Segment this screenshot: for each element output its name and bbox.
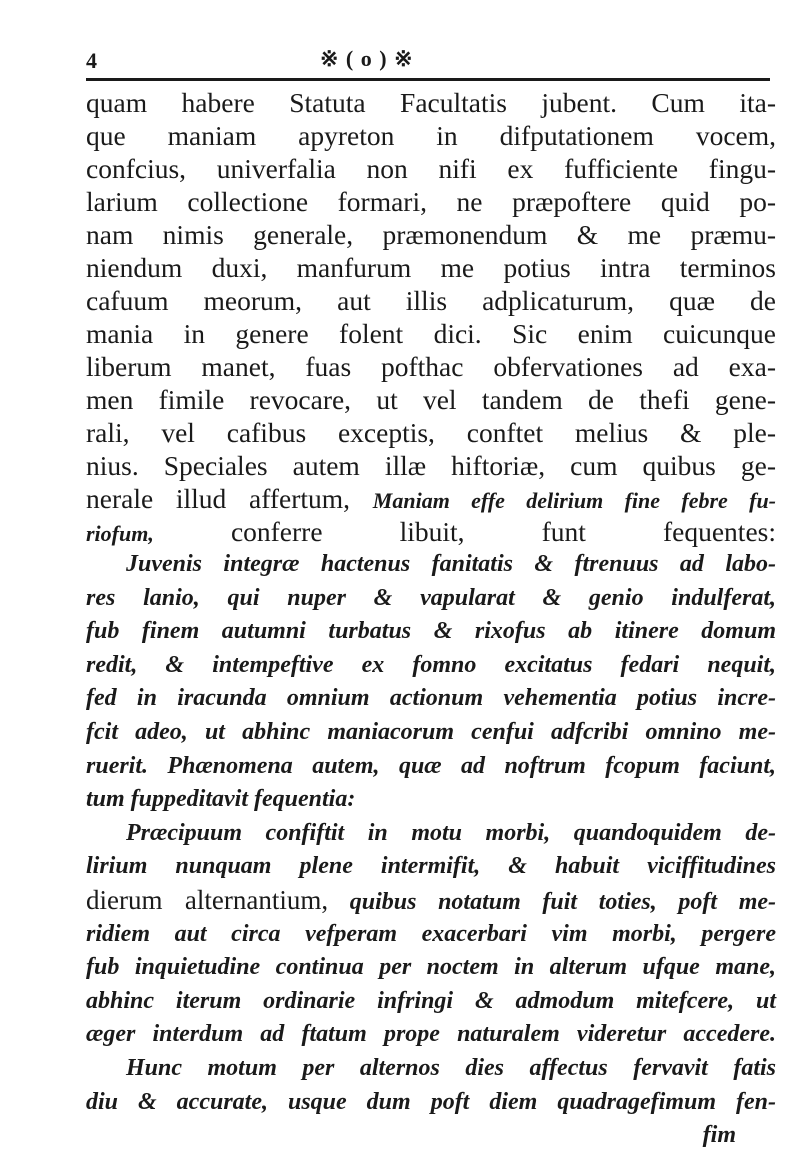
case-line: res lanio, qui nuper & vapularat & genio indulferat, [86, 584, 776, 611]
text-line: nius. Speciales autem illæ hiftoriæ, cum quibus ge- [86, 450, 776, 481]
case-line: æger interdum ad ftatum prope naturalem videretur accedere. [86, 1021, 776, 1048]
case-line: fed in iracunda omnium actionum vehementia potius incre- [86, 685, 776, 712]
text-line-mixed [86, 482, 776, 515]
text-line: cafuum meorum, aut illis adplicaturum, quæ de [86, 285, 776, 316]
case-line: abhinc iterum ordinarie infringi & admodum mitefcere, ut [86, 987, 776, 1014]
text-line-mixed [86, 515, 776, 548]
catchword: fim [702, 1122, 736, 1149]
text-line: quam habere Statuta Facultatis jubent. Cum ita- [86, 87, 776, 118]
roman-segment: conferre libuit, funt fequentes: [230, 516, 776, 547]
case-line: fub finem autumni turbatus & rixofus ab itinere domum [86, 618, 776, 645]
roman-segment: nerale illud affertum, [86, 483, 351, 514]
page-number: 4 [86, 48, 97, 73]
case-line: fcit adeo, ut abhinc maniacorum cenfui adfcribi omnino me- [86, 718, 776, 745]
body-text [86, 86, 776, 1153]
case-line-mixed [86, 884, 776, 918]
case-line: ridiem aut circa vefperam exacerbari vim morbi, pergere [86, 920, 776, 947]
text-line: que maniam apyreton in difputationem vocem, [86, 120, 776, 151]
case-line: lirium nunquam plene intermifit, & habuit viciffitudines [86, 853, 776, 880]
case-line: fub inquietudine continua per noctem in alterum ufque mane, [86, 954, 776, 981]
running-head: ※ ( o ) ※ [320, 46, 414, 71]
italic-quote: riofum, [86, 521, 154, 546]
text-line: liberum manet, fuas pofthac obfervationes ad exa- [86, 351, 776, 382]
italic-quote: Maniam effe delirium fine febre fu- [372, 488, 777, 513]
case-line: redit, & intempeftive ex fomno excitatus fedari nequit, [86, 651, 776, 678]
case-line: tum fuppeditavit fequentia: [86, 786, 356, 813]
text-line: men fimile revocare, ut vel tandem de thefi gene- [86, 384, 776, 415]
roman-segment: dierum alternantium, [86, 884, 329, 915]
case-line: ruerit. Phænomena autem, quæ ad noftrum fcopum faciunt, [86, 752, 776, 779]
italic-segment: quibus notatum fuit toties, poft me- [349, 888, 777, 915]
case-line: Hunc motum per alternos dies affectus fervavit fatis [126, 1054, 776, 1081]
text-line: rali, vel cafibus exceptis, conftet melius & ple- [86, 417, 776, 448]
text-line: confcius, univerfalia non nifi ex fufficiente fingu- [86, 153, 776, 184]
case-line: Juvenis integræ hactenus fanitatis & ftrenuus ad labo- [126, 551, 776, 577]
case-line: Præcipuum confiftit in motu morbi, quandoquidem de- [126, 819, 776, 846]
text-line: niendum duxi, manfurum me potius intra terminos [86, 252, 776, 283]
text-line: mania in genere folent dici. Sic enim cuicunque [86, 318, 776, 349]
text-line: larium collectione formari, ne præpoftere quid po- [86, 186, 776, 217]
text-line: nam nimis generale, præmonendum & me præmu- [86, 219, 776, 250]
header-rule [86, 78, 770, 81]
case-line: diu & accurate, usque dum poft diem quadragefimum fen- [86, 1088, 776, 1115]
